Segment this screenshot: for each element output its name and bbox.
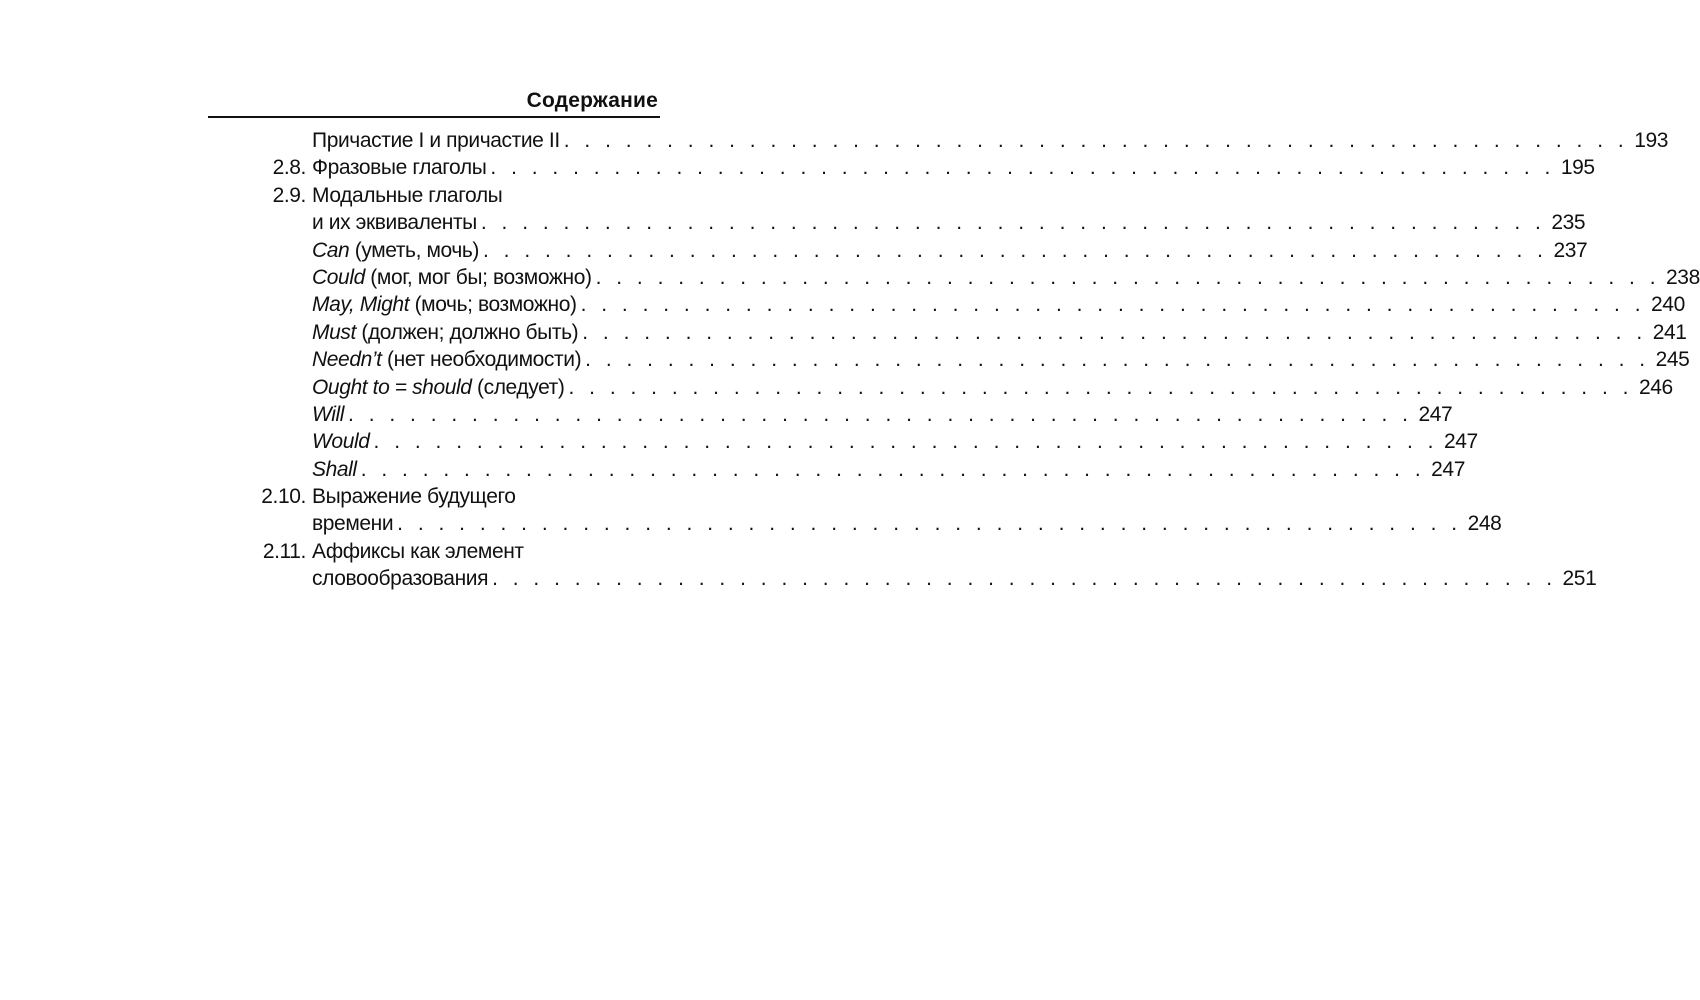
toc-page-number: 235 [1551,211,1586,235]
toc-title: Ought to = should (следует) [312,375,565,399]
toc-row-future-time[interactable] [208,510,1502,537]
toc-row-could[interactable] [208,264,1700,291]
toc-row-phrasal-verbs[interactable] [208,154,1595,181]
toc-row-shall[interactable] [208,456,1465,483]
toc-row-may-might[interactable] [208,291,1685,318]
toc-title: и их эквиваленты [312,211,477,235]
dot-leader: . . . . . . . . . . . . . . . . . . . . . . . . . . . . . . . . . . . . . . . . . . . . . . . . . . . . [373,430,1438,454]
page-header [208,88,660,118]
toc-row-affixes[interactable] [208,538,660,565]
dot-leader: . . . . . . . . . . . . . . . . . . . . . . . . . . . . . . . . . . . . . . . . . . . . . . . . . . . . [595,265,1661,289]
toc-title: словообразования [312,567,489,591]
toc-title: Shall [312,457,357,481]
dot-leader: . . . . . . . . . . . . . . . . . . . . . . . . . . . . . . . . . . . . . . . . . . . . . . . . . . . . [568,375,1633,399]
toc-title: Needn’t (нет необходимости) [312,348,582,372]
toc-title: Could (мог, мог бы; возможно) [312,265,592,289]
toc-number: 2.8. [272,156,306,180]
toc-row-ought-to[interactable] [208,374,1673,401]
dot-leader: . . . . . . . . . . . . . . . . . . . . . . . . . . . . . . . . . . . . . . . . . . . . . . . . . . . . [397,512,1462,536]
toc-row-neednt[interactable] [208,346,1690,373]
toc-page-number: 246 [1638,375,1673,399]
page-title: Содержание [526,89,658,112]
toc-row-modal-verbs[interactable] [208,182,660,209]
toc-title: времени [312,512,394,536]
toc-number: 2.9. [272,183,306,207]
toc-page-number: 237 [1553,238,1588,262]
toc-title: Выражение будущего [312,485,516,509]
toc-title: Would [312,430,370,454]
toc-title: Фразовые глаголы [312,156,487,180]
toc-page-number: 247 [1431,457,1465,481]
toc-page-number: 247 [1418,402,1453,426]
toc-title: Модальные глаголы [312,183,503,207]
dot-leader: . . . . . . . . . . . . . . . . . . . . . . . . . . . . . . . . . . . . . . . . . . . . . . . . . . . . [348,402,1413,426]
toc-page-number: 247 [1443,430,1478,454]
dot-leader: . . . . . . . . . . . . . . . . . . . . . . . . . . . . . . . . . . . . . . . . . . . . . . . . . . . . [490,156,1555,180]
table-of-contents [208,127,1700,593]
dot-leader: . . . . . . . . . . . . . . . . . . . . . . . . . . . . . . . . . . . . . . . . . . . . . . . . . . . . [480,211,1546,235]
toc-title: Can (уметь, мочь) [312,238,479,262]
toc-page-number: 248 [1467,512,1502,536]
toc-page-number: 241 [1652,320,1687,344]
dot-leader: . . . . . . . . . . . . . . . . . . . . . . . . . . . . . . . . . . . . . . . . . . . . . . . . . . . . [492,567,1557,591]
dot-leader: . . . . . . . . . . . . . . . . . . . . . . . . . . . . . . . . . . . . . . . . . . . . . . . . . . . . [360,457,1426,481]
toc-title: Причастие I и причастие II [312,129,560,152]
dot-leader: . . . . . . . . . . . . . . . . . . . . . . . . . . . . . . . . . . . . . . . . . . . . . . . . . . . . [483,238,1548,262]
toc-row-future-expression[interactable] [208,483,660,510]
toc-page-number: 251 [1562,567,1597,591]
toc-page-number: 240 [1651,293,1685,317]
toc-row-must[interactable] [208,319,1687,346]
toc-page-number: 238 [1666,265,1700,289]
toc-number: 2.11. [262,539,306,563]
dot-leader: . . . . . . . . . . . . . . . . . . . . . . . . . . . . . . . . . . . . . . . . . . . . . . . . . . . . [563,129,1629,152]
dot-leader: . . . . . . . . . . . . . . . . . . . . . . . . . . . . . . . . . . . . . . . . . . . . . . . . . . . . [580,293,1646,317]
toc-title: Must (должен; должно быть) [312,320,579,344]
toc-page-number: 195 [1560,156,1595,180]
toc-row-word-formation[interactable] [208,565,1597,592]
dot-leader: . . . . . . . . . . . . . . . . . . . . . . . . . . . . . . . . . . . . . . . . . . . . . . . . . . . . [585,348,1650,372]
toc-title: Аффиксы как элемент [312,539,524,563]
toc-row-can[interactable] [208,237,1588,264]
toc-title: May, Might (мочь; возможно) [312,293,577,317]
toc-row-would[interactable] [208,428,1478,455]
toc-number: 2.10. [261,485,306,509]
toc-page-number: 245 [1655,348,1690,372]
toc-row-modal-equivalents[interactable] [208,209,1586,236]
toc-row-will[interactable] [208,401,1453,428]
toc-page-number: 193 [1634,129,1669,152]
toc-row-participle[interactable] [208,127,1669,154]
dot-leader: . . . . . . . . . . . . . . . . . . . . . . . . . . . . . . . . . . . . . . . . . . . . . . . . . . . . [582,320,1647,344]
toc-title: Will [312,402,345,426]
